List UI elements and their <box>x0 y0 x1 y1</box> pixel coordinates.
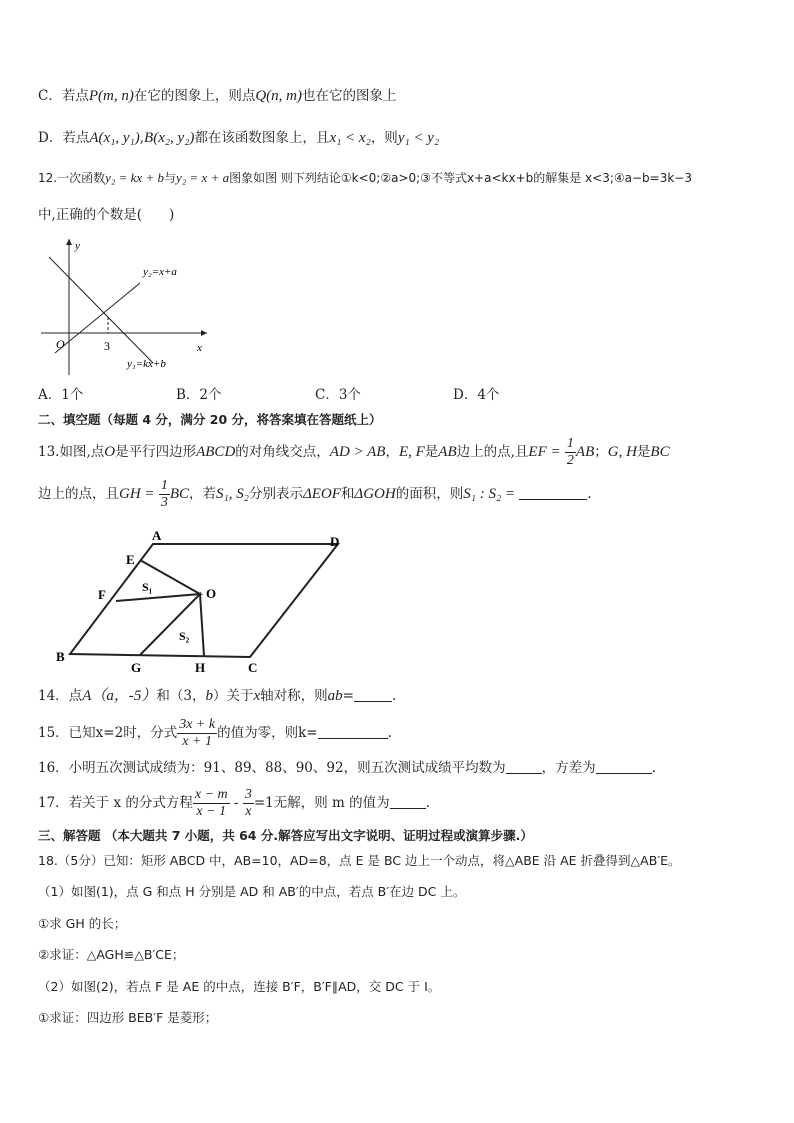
tick-label: 3 <box>104 339 110 353</box>
question-17: 17．若关于 x 的分式方程 $\frac{x - m}{x - 1}$ - $\frac{3}{x}$ =1无解，则 m 的值为 . <box>38 787 430 819</box>
answer-blank-13[interactable] <box>519 485 587 500</box>
line1-label: y₁=kx+b <box>127 358 166 370</box>
q12-option-c: C．3个 <box>315 387 361 403</box>
fraction-one-third: $\frac{1}{3}$ <box>160 478 168 510</box>
q12-option-d: D．4个 <box>453 387 500 403</box>
triangle-goh <box>140 594 204 656</box>
question-12: 12.一次函数y₂ = kx + b与y₂ = x + a图象如图 则下列结论①k<0;②a>0;③不等式x+a<kx+b的解集是 x<3;④a−b=3k−3 <box>38 170 692 185</box>
label-d: D <box>330 534 340 549</box>
label-h: H <box>195 660 206 675</box>
section-2-heading: 二、填空题（每题 4 分，满分 20 分，将答案填在答题纸上） <box>38 412 382 427</box>
answer-blank-16a[interactable] <box>506 759 542 774</box>
question-13-line1: 13.如图,点O是平行四边形ABCD的对角线交点，AD > AB，E, F是AB边上的点,且EF = $\frac{1}{2}$ AB；G, H是BC <box>38 436 670 468</box>
answer-blank-17[interactable] <box>390 794 426 809</box>
point-p: P(m, n) <box>88 88 134 104</box>
question-15: 15．已知x=2时，分式 $\frac{3x + k}{x + 1}$ 的值为零，则k= . <box>38 717 392 749</box>
point-b: B(x₂, y₂) <box>144 130 195 146</box>
fraction-15: $\frac{3x + k}{x + 1}$ <box>179 717 216 749</box>
function-graph <box>35 235 215 380</box>
answer-blank-14[interactable] <box>354 687 392 702</box>
condition-y: y₁ < y₂ <box>397 130 440 146</box>
question-18-line6: ①求证：四边形 BEB′F 是菱形； <box>38 1010 218 1025</box>
point-a: A(x₁, y₁) <box>89 130 140 146</box>
label-a: A <box>152 528 162 543</box>
fraction-one-half: $\frac{1}{2}$ <box>566 436 574 468</box>
question-18-line2: （1）如图(1)，点 G 和点 H 分别是 AD 和 AB′的中点，若点 B′在边 DC 上。 <box>38 884 466 899</box>
answer-blank-16b[interactable] <box>596 759 652 774</box>
question-18-line3: ①求 GH 的长； <box>38 916 127 931</box>
parallelogram-abcd <box>70 544 338 657</box>
line-x-plus-a <box>55 283 140 353</box>
parallelogram-figure <box>48 528 358 678</box>
line2-label: y₂=x+a <box>143 266 177 278</box>
label-s2: S₂ <box>179 629 190 643</box>
question-18-line1: 18.（5分）已知：矩形 ABCD 中，AB=10，AD=8，点 E 是 BC 边上一个动点，将△ABE 沿 AE 折叠得到△AB′E。 <box>38 853 681 868</box>
label-o: O <box>206 586 217 601</box>
fraction-17a: $\frac{x - m}{x - 1}$ <box>194 787 228 819</box>
question-18-line4: ②求证：△AGH≌△B′CE； <box>38 947 185 962</box>
fraction-17b: $\frac{3}{x}$ <box>244 787 252 819</box>
question-18-line5: （2）如图(2)，若点 F 是 AE 的中点，连接 B′F，B′F∥AD，交 DC 于 I。 <box>38 979 441 994</box>
answer-blank-15[interactable] <box>318 724 388 739</box>
y-axis-label: y <box>75 240 80 252</box>
label-c: C <box>248 660 258 675</box>
question-16: 16．小明五次测试成绩为：91、89、88、90、92，则五次测试成绩平均数为 ，方差为 . <box>38 760 656 776</box>
question-12-line2: 中,正确的个数是( ) <box>38 207 175 223</box>
function-2: y₂ = x + a <box>175 170 230 185</box>
q12-option-b: B．2个 <box>176 387 222 403</box>
section-3-heading: 三、解答题 （本大题共 7 小题，共 64 分.解答应写出文字说明、证明过程或演算步骤.） <box>38 828 533 843</box>
x-axis-label: x <box>197 342 202 354</box>
label-e: E <box>126 552 135 567</box>
label-f: F <box>98 587 106 602</box>
label-g: G <box>131 660 142 675</box>
question-14: 14．点A（a，-5）和（3，b）关于x轴对称，则ab= . <box>38 688 397 704</box>
q12-option-a: A．1个 <box>38 387 84 403</box>
function-1: y₂ = kx + b <box>105 170 164 185</box>
option-d: D．若点A(x₁, y₁),B(x₂, y₂)都在该函数图象上，且x₁ < x₂，则y₁ < y₂ <box>38 130 440 146</box>
label-s1: S₁ <box>142 580 153 594</box>
condition-x: x₁ < x₂ <box>329 130 371 146</box>
label-b: B <box>56 649 65 664</box>
origin-label: O <box>56 337 65 351</box>
point-q: Q(n, m) <box>255 88 302 104</box>
question-13-line2: 边上的点，且GH = $\frac{1}{3}$ BC，若S₁, S₂分别表示ΔEOF和ΔGOH的面积，则S₁ : S₂ = . <box>38 478 592 510</box>
option-c: C．若点P(m, n)在它的图象上，则点Q(n, m)也在它的图象上 <box>38 88 397 104</box>
